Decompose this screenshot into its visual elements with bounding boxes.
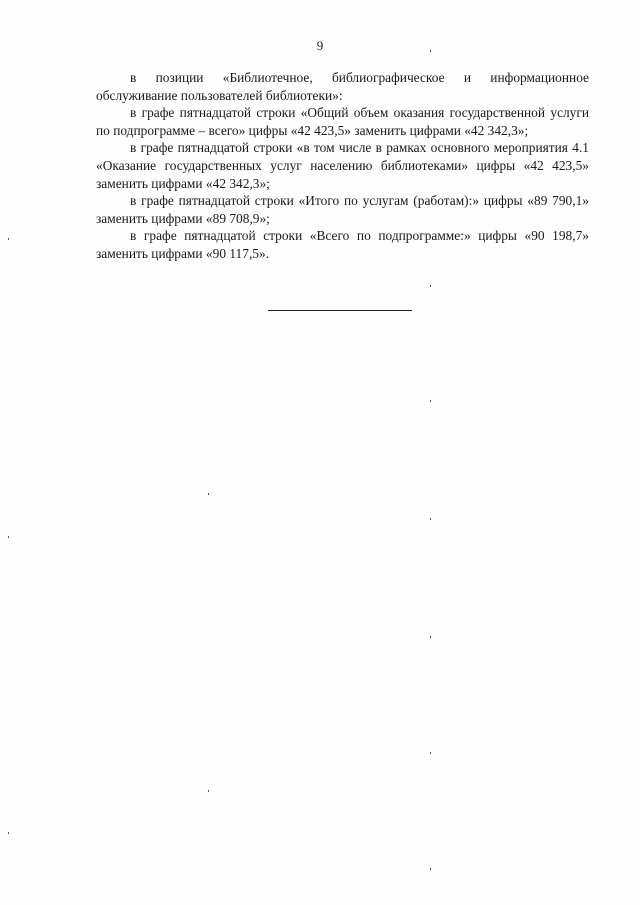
scan-speck (430, 636, 431, 638)
paragraph-total-volume-subprogram: в графе пятнадцатой строки «Общий объем оказания государственной услуги по подпрограмме – всего» цифры «42 423,5» заменить цифрами «42 342,3»; (96, 105, 589, 138)
scan-speck (430, 518, 431, 520)
scan-speck (430, 400, 431, 402)
paragraph-main-activity-4-1: в графе пятнадцатой строки «в том числе в рамках основного мероприятия 4.1 «Оказание государственных услуг населению библиотеками» цифры «42 423,5» заменить цифрами «42 342,3»; (96, 140, 589, 191)
document-body (96, 69, 589, 263)
paragraph-total-subprogram: в графе пятнадцатой строки «Всего по подпрограмме:» цифры «90 198,7» заменить цифрами «90 117,5». (96, 228, 589, 261)
scan-speck (8, 832, 9, 834)
scan-speck (430, 285, 431, 287)
scan-speck (208, 493, 209, 495)
scan-speck (208, 790, 209, 792)
end-separator-line (268, 310, 412, 311)
scan-speck (430, 50, 431, 52)
scan-speck (8, 238, 9, 240)
page-number: 9 (316, 38, 324, 53)
paragraph-library-service-position: в позиции «Библиотечное, библиографическое и информационное обслуживание пользователей библиотеки»: (96, 70, 589, 103)
scan-speck (8, 536, 9, 538)
scan-speck (430, 868, 431, 870)
paragraph-total-services: в графе пятнадцатой строки «Итого по услугам (работам):» цифры «89 790,1» заменить цифрами «89 708,9»; (96, 193, 589, 226)
scan-speck (430, 752, 431, 754)
